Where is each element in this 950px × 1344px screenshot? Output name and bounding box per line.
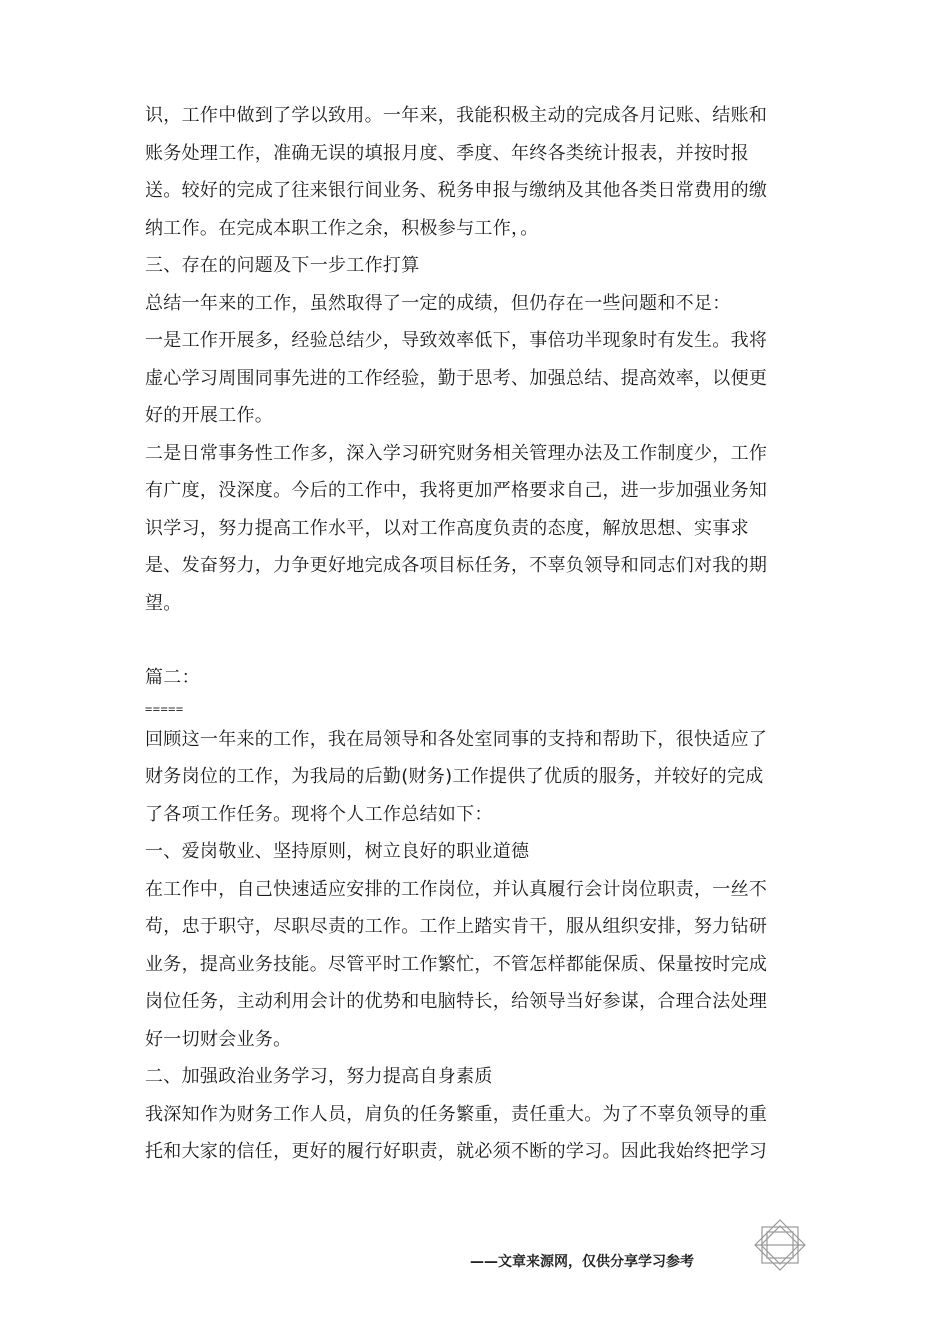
text-line: 好一切财会业务。 — [145, 1028, 292, 1050]
section-heading: 一、爱岗敬业、坚持原则，树立良好的职业道德 — [145, 841, 530, 862]
section-heading: 二、加强政治业务学习，努力提高自身素质 — [145, 1066, 493, 1087]
footer-source-note: ——文章来源网，仅供分享学习参考 — [470, 1254, 694, 1270]
text-line: 岗位任务，主动利用会计的优势和电脑特长，给领导当好参谋，合理合法处理 — [145, 991, 768, 1012]
text-line: 是、发奋努力，力争更好地完成各项目标任务，不辜负领导和同志们对我的期 — [145, 555, 768, 576]
text-line: 望。 — [145, 592, 182, 614]
paragraph-gap — [145, 622, 805, 659]
diamond-seal-icon — [753, 1218, 807, 1272]
text-line: 纳工作。在完成本职工作之余，积极参与工作，。 — [145, 217, 539, 239]
text-line: 虚心学习周围同事先进的工作经验，勤于思考、加强总结、提高效率，以便更 — [145, 367, 768, 389]
text-line: 二是日常事务性工作多，深入学习研究财务相关管理办法及工作制度少，工作 — [145, 442, 768, 464]
separator-line: ===== — [145, 701, 184, 716]
text-line: 在工作中，自己快速适应安排的工作岗位，并认真履行会计岗位职责，一丝不 — [145, 878, 768, 900]
section-title: 篇二： — [145, 667, 200, 688]
text-line: 托和大家的信任，更好的履行好职责，就必须不断的学习。因此我始终把学习 — [145, 1141, 768, 1162]
text-line: 账务处理工作，准确无误的填报月度、季度、年终各类统计报表，并按时报 — [145, 142, 749, 164]
section-heading: 三、存在的问题及下一步工作打算 — [145, 255, 420, 276]
text-line: 一是工作开展多，经验总结少，导致效率低下，事倍功半现象时有发生。我将 — [145, 330, 768, 351]
text-line: 好的开展工作。 — [145, 405, 274, 426]
text-line: 识，工作中做到了学以致用。一年来，我能积极主动的完成各月记账、结账和 — [145, 105, 768, 126]
text-line: 有广度，没深度。今后的工作中，我将更加严格要求自己，进一步加强业务知 — [145, 480, 768, 501]
text-line: 回顾这一年来的工作，我在局领导和各处室同事的支持和帮助下，很快适应了 — [145, 728, 768, 750]
text-line: 识学习，努力提高工作水平，以对工作高度负责的态度，解放思想、实事求 — [145, 517, 749, 539]
document-body — [145, 97, 805, 1171]
text-line: 了各项工作任务。现将个人工作总结如下： — [145, 803, 493, 825]
text-line: 我深知作为财务工作人员，肩负的任务繁重，责任重大。为了不辜负领导的重 — [145, 1103, 768, 1125]
text-line: 业务，提高业务技能。尽管平时工作繁忙，不管怎样都能保质、保量按时完成 — [145, 953, 768, 975]
text-line: 送。较好的完成了往来银行间业务、税务申报与缴纳及其他各类日常费用的缴 — [145, 180, 768, 201]
text-line: 总结一年来的工作，虽然取得了一定的成绩，但仍存在一些问题和不足： — [145, 292, 731, 314]
text-line: 财务岗位的工作，为我局的后勤(财务)工作提供了优质的服务，并较好的完成 — [145, 766, 764, 787]
text-line: 苟，忠于职守，尽职尽责的工作。工作上踏实肯干，服从组织安排，努力钻研 — [145, 916, 768, 937]
